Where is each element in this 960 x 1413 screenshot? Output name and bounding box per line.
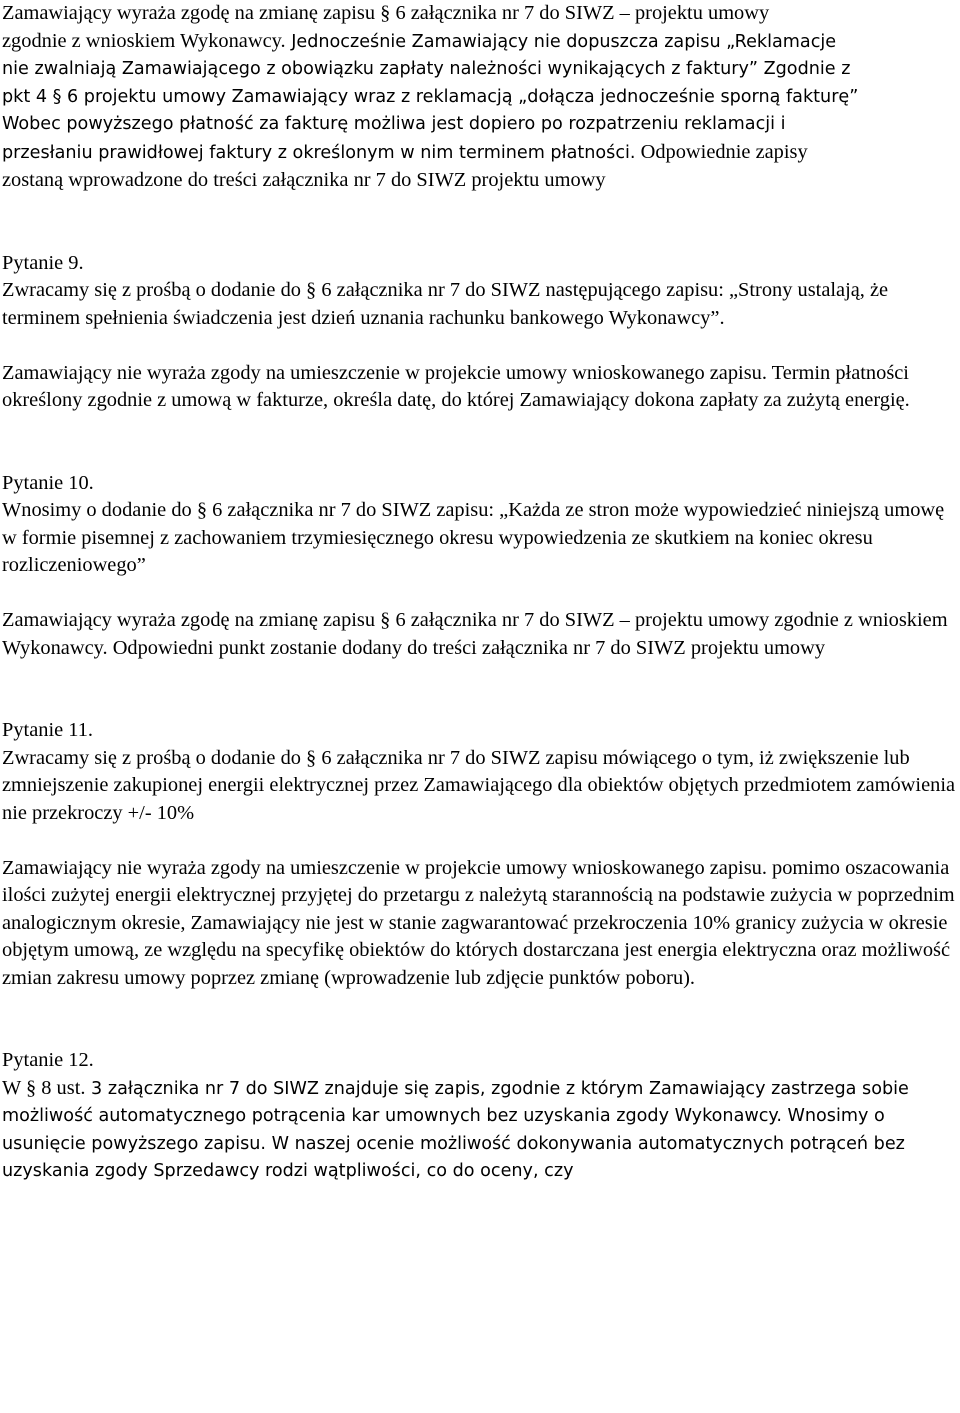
question-text: Zwracamy się z prośbą o dodanie do § 6 załącznika nr 7 do SIWZ następującego zapisu: „Strony ustalają, że terminem spełnienia świadczenia jest dzień uznania rachunku bankowego Wykonawcy”. bbox=[2, 279, 889, 329]
intro-text: przesłaniu prawidłowej faktury z określonym w nim terminem płatności. bbox=[2, 142, 636, 163]
question-text: Zwracamy się z prośbą o dodanie do § 6 załącznika nr 7 do SIWZ zapisu mówiącego o tym, iż zwiększenie lub zmniejszenie zakupionej energii elektrycznej przez Zamawiającego dla obiektów objętych przedmiotem zamówienia nie przekroczy +/- 10% bbox=[2, 746, 956, 824]
question-heading: Pytanie 10. bbox=[2, 471, 94, 494]
intro-line: Zamawiający wyraża zgodę na zmianę zapisu § 6 załącznika nr 7 do SIWZ – projektu umowy bbox=[2, 2, 770, 24]
question-heading: Pytanie 9. bbox=[2, 251, 84, 274]
intro-text: Odpowiednie zapisy bbox=[635, 140, 808, 163]
answer-text: Zamawiający nie wyraża zgody na umieszczenie w projekcie umowy wnioskowanego zapisu. Termin płatności określony zgodnie z umową w fakturze, określa datę, do której Zamawiający dokona zapłaty za zużytą energię. bbox=[2, 361, 910, 411]
intro-paragraph bbox=[2, 0, 958, 195]
intro-line: zostaną wprowadzone do treści załącznika nr 7 do SIWZ projektu umowy bbox=[2, 169, 606, 191]
question-text: Wnosimy o dodanie do § 6 załącznika nr 7 do SIWZ zapisu: „Każda ze stron może wypowiedzieć niniejszą umowę w formie pisemnej z zachowaniem trzymiesięcznego okresu wypowiedzenia ze skutkiem na koniec okresu rozliczeniowego” bbox=[2, 499, 945, 576]
question-text-prefix: W § 8 ust. bbox=[2, 1076, 86, 1099]
intro-line: nie zwalniają Zamawiającego z obowiązku zapłaty należności wynikających z faktury” Zgodnie z bbox=[2, 59, 851, 79]
question-text bbox=[2, 1075, 958, 1186]
intro-line: Wobec powyższego płatność za fakturę możliwa jest dopiero po rozpatrzeniu reklamacji i bbox=[2, 114, 786, 134]
intro-line: pkt 4 § 6 projektu umowy Zamawiający wraz z reklamacją „dołącza jednocześnie sporną fakturę” bbox=[2, 86, 859, 107]
document-page bbox=[2, 0, 958, 1186]
intro-line bbox=[2, 28, 958, 57]
intro-line bbox=[2, 139, 958, 168]
answer-text: Zamawiający nie wyraża zgody na umieszczenie w projekcie umowy wnioskowanego zapisu. pomimo oszacowania ilości zużytej energii elektrycznej przyjętej do przetargu z należytą starannością na podstawie zużycia w poprzednim analogicznym okresie, Zamawiający nie jest w stanie zagwarantować przekroczenia 10% granicy zużycia w okresie objętym umową, ze względu na specyfikę obiektów do których dostarczana jest energia elektryczna oraz możliwość zmian zakresu umowy poprzez zmianę (wprowadzenie lub zdjęcie punktów poboru). bbox=[2, 856, 955, 989]
answer-text: Zamawiający wyraża zgodę na zmianę zapisu § 6 załącznika nr 7 do SIWZ – projektu umowy zgodnie z wnioskiem Wykonawcy. Odpowiedni punkt zostanie dodany do treści załącznika nr 7 do SIWZ projektu umowy bbox=[2, 609, 948, 659]
intro-text: Jednocześnie Zamawiający nie dopuszcza zapisu „Reklamacje bbox=[285, 31, 837, 52]
question-heading: Pytanie 11. bbox=[2, 719, 93, 741]
intro-text: zgodnie z wnioskiem Wykonawcy. bbox=[2, 29, 286, 52]
question-heading: Pytanie 12. bbox=[2, 1049, 94, 1071]
question-text-rest: 3 załącznika nr 7 do SIWZ znajduje się zapis, zgodnie z którym Zamawiający zastrzega sobie możliwość automatycznego potrącenia kar umownych bez uzyskania zgody Wykonawcy. Wnosimy o usunięcie powyższego zapisu. W naszej ocenie możliwość dokonywania automatycznych potrąceń bez uzyskania zgody Sprzedawcy rodzi wątpliwości, co do oceny, czy bbox=[2, 1078, 909, 1181]
